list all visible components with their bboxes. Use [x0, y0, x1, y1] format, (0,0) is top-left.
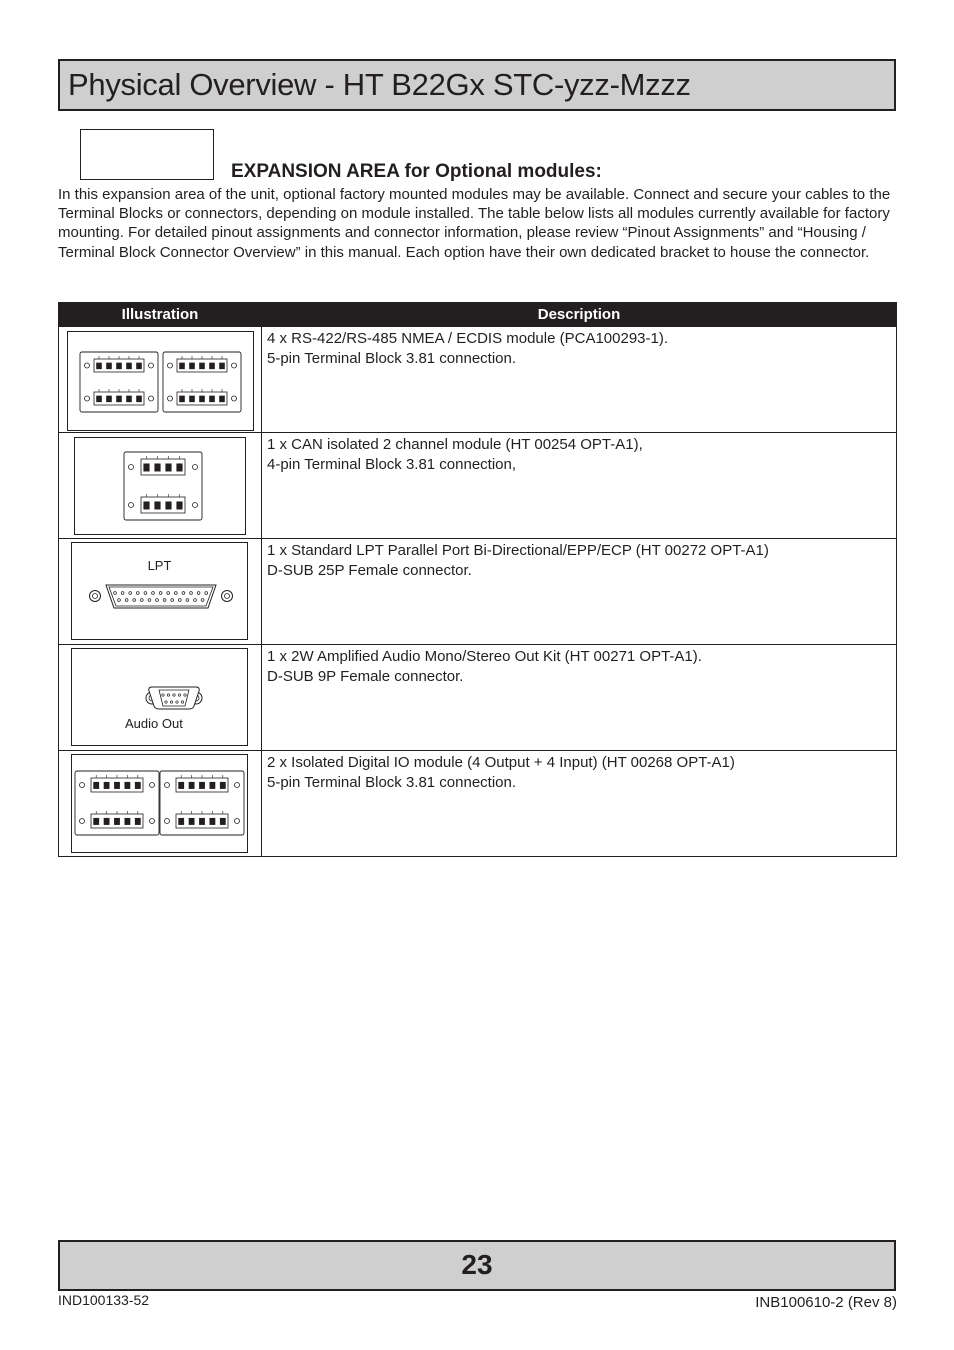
illustration-cell	[59, 645, 262, 751]
audio-out-label: Audio Out	[125, 716, 183, 731]
description-line: 1 x CAN isolated 2 channel module (HT 00254 OPT-A1),	[267, 436, 643, 453]
expansion-area-marker-box	[80, 129, 214, 180]
options-table	[58, 302, 897, 857]
audio-connector-illustration	[71, 648, 248, 746]
description-line: 4-pin Terminal Block 3.81 connection,	[267, 455, 517, 473]
terminal-block-drawing	[68, 332, 253, 430]
description-line: 5-pin Terminal Block 3.81 connection.	[267, 349, 517, 367]
description-cell	[262, 645, 897, 751]
illustration-cell	[59, 433, 262, 539]
title-bar	[58, 59, 896, 111]
dsub25-connector-drawing	[72, 543, 247, 639]
dsub25-pins	[114, 592, 208, 602]
illustration-cell	[59, 751, 262, 857]
description-line: 2 x Isolated Digital IO module (4 Output + 4 Input) (HT 00268 OPT-A1)	[267, 754, 735, 771]
description-cell	[262, 539, 897, 645]
footer-bar	[58, 1240, 896, 1291]
rs485-module-illustration	[67, 331, 254, 431]
column-header-illustration: Illustration	[59, 303, 262, 327]
description-line: D-SUB 9P Female connector.	[267, 667, 464, 685]
table-row	[59, 327, 897, 433]
description-line: 1 x Standard LPT Parallel Port Bi-Directional/EPP/ECP (HT 00272 OPT-A1)	[267, 542, 769, 559]
description-cell	[262, 433, 897, 539]
page-title: Physical Overview - HT B22Gx STC-yzz-Mzzz	[68, 67, 691, 102]
document-code-left: IND100133-52	[58, 1292, 150, 1308]
terminal-block-drawing	[75, 438, 245, 534]
description-line: 5-pin Terminal Block 3.81 connection.	[267, 773, 517, 791]
document-code-right: INB100610-2 (Rev 8)	[755, 1294, 897, 1311]
table-row	[59, 539, 897, 645]
table-row	[59, 751, 897, 857]
table-header-row	[59, 303, 897, 327]
table-row	[59, 645, 897, 751]
lpt-label: LPT	[147, 558, 172, 573]
description-line: D-SUB 25P Female connector.	[267, 561, 472, 579]
description-cell	[262, 751, 897, 857]
column-header-description: Description	[262, 303, 897, 327]
digital-io-module-illustration	[71, 754, 248, 853]
terminal-block	[141, 494, 185, 513]
illustration-cell	[59, 327, 262, 433]
description-line: 4 x RS-422/RS-485 NMEA / ECDIS module (PCA100293-1).	[267, 330, 669, 347]
terminal-block-drawing	[72, 755, 247, 852]
terminal-block	[141, 456, 185, 475]
section-heading: EXPANSION AREA for Optional modules:	[231, 161, 602, 182]
table-row	[59, 433, 897, 539]
description-line: 1 x 2W Amplified Audio Mono/Stereo Out Kit (HT 00271 OPT-A1).	[267, 648, 702, 665]
lpt-connector-illustration	[71, 542, 248, 640]
can-module-illustration	[74, 437, 246, 535]
page-number: 23	[461, 1249, 493, 1280]
description-cell	[262, 327, 897, 433]
illustration-cell	[59, 539, 262, 645]
intro-paragraph: In this expansion area of the unit, optional factory mounted modules may be available. Connect and secure your cables to the Terminal Blocks or connectors, depending on module installed. The table below lists all modules currently available for factory mounting. For detailed pinout assignments and connector information, please review “Pinout Assignments” and “Housing / Terminal Block Connector Overview” in this manual. Each option have their own dedicated bracket to house the connector.	[58, 186, 891, 261]
